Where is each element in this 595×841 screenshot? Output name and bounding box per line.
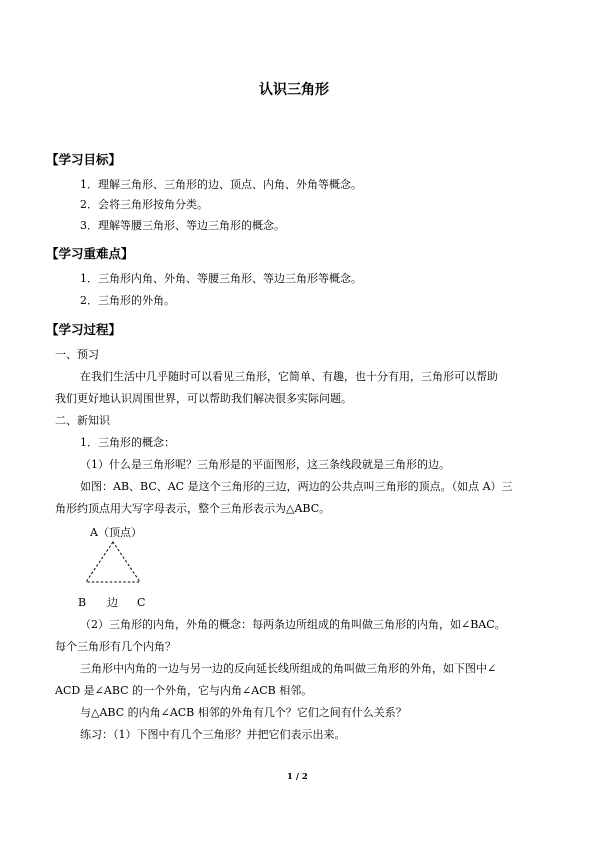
figure-desc-line-2: 角形约顶点用大写字母表示，整个三角形表示为△ABC。 bbox=[55, 502, 331, 515]
key-point-item-1: 1．三角形内角、外角、等腰三角形、等边三角形等概念。 bbox=[80, 272, 362, 285]
figure-desc-line-1: 如图：AB、BC、AC 是这个三角形的三边，两边的公共点叫三角形的顶点。（如点 A）三 bbox=[80, 480, 513, 493]
preview-line-1: 在我们生活中几乎随时可以看见三角形，它简单、有趣，也十分有用，三角形可以帮助 bbox=[80, 370, 498, 383]
side-label: 边 bbox=[107, 596, 118, 609]
goals-heading: 【学习目标】 bbox=[46, 152, 122, 167]
new-knowledge-label: 二、新知识 bbox=[55, 414, 110, 427]
practice-line: 练习：（1）下图中有几个三角形？并把它们表示出来。 bbox=[80, 728, 346, 741]
vertex-c-label: C bbox=[137, 596, 146, 609]
key-point-item-2: 2．三角形的外角。 bbox=[80, 294, 175, 307]
question-2-line-2: 每个三角形有几个内角？ bbox=[55, 640, 176, 653]
vertex-b-label: B bbox=[78, 596, 87, 609]
goal-item-2: 2．会将三角形按角分类。 bbox=[80, 198, 208, 211]
triangle-figure bbox=[84, 540, 142, 584]
process-heading: 【学习过程】 bbox=[46, 322, 122, 337]
goal-item-3: 3．理解等腰三角形、等边三角形的概念。 bbox=[80, 219, 285, 232]
exterior-angle-line-2: ACD 是∠ABC 的一个外角，它与内角∠ACB 相邻。 bbox=[55, 684, 313, 697]
preview-label: 一、预习 bbox=[55, 348, 99, 361]
page-title: 认识三角形 bbox=[259, 82, 329, 98]
exterior-angle-line-1: 三角形中内角的一边与另一边的反向延长线所组成的角叫做三角形的外角，如下图中∠ bbox=[80, 662, 497, 675]
concept-label: 1．三角形的概念： bbox=[80, 436, 175, 449]
question-2-line-1: （2）三角形的内角，外角的概念：每两条边所组成的角叫做三角形的内角，如∠BAC。 bbox=[80, 618, 506, 631]
triangle-shape bbox=[86, 542, 140, 582]
question-1: （1）什么是三角形呢？三角形是的平面图形，这三条线段就是三角形的边。 bbox=[80, 458, 450, 471]
goal-item-1: 1．理解三角形、三角形的边、顶点、内角、外角等概念。 bbox=[80, 178, 362, 191]
vertex-label: A（顶点） bbox=[90, 526, 142, 539]
preview-line-2: 我们更好地认识周围世界，可以帮助我们解决很多实际问题。 bbox=[55, 392, 352, 405]
key-points-heading: 【学习重难点】 bbox=[46, 246, 134, 261]
page-number: 1 / 2 bbox=[287, 772, 308, 782]
question-3: 与△ABC 的内角∠ACB 相邻的外角有几个？它们之间有什么关系？ bbox=[80, 706, 407, 719]
